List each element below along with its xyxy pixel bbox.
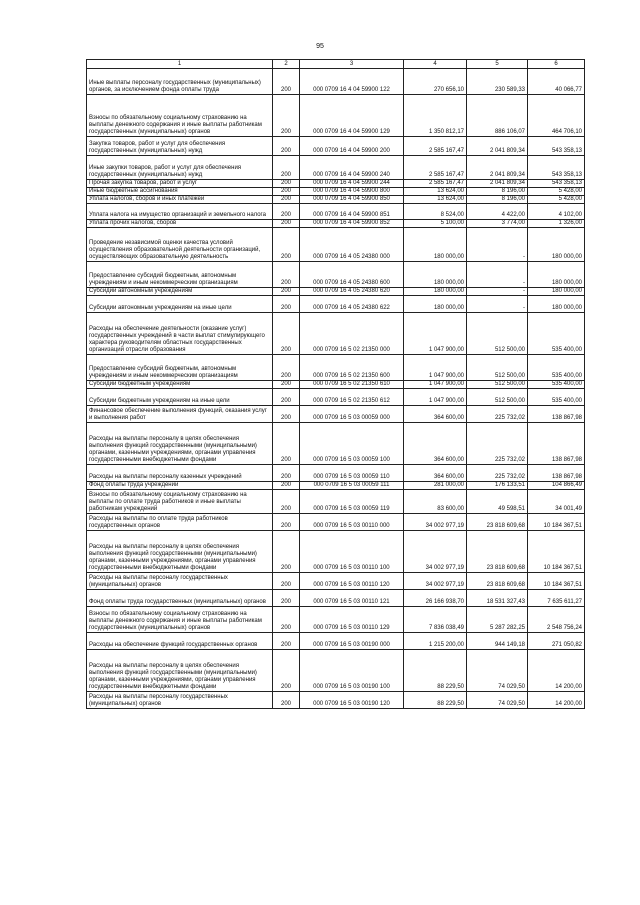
row-classification-code: 000 0709 16 4 04 59900 800 [300, 188, 404, 196]
row-description: Проведение независимой оценки качества условий осуществления образовательной деятельности организаций, осуществляющих образовательную деятельность [87, 228, 273, 262]
row-approved-amount: 180 000,00 [404, 296, 467, 313]
row-classification-code: 000 0709 16 4 04 59900 200 [300, 137, 404, 156]
row-approved-amount: 88 229,50 [404, 692, 467, 709]
row-classification-code: 000 0709 16 5 03 00190 100 [300, 650, 404, 692]
row-line-code: 200 [273, 607, 300, 633]
table-row [87, 490, 585, 514]
row-unexecuted-amount: 180 000,00 [528, 262, 585, 288]
row-unexecuted-amount: 535 400,00 [528, 381, 585, 389]
column-header: 4 [404, 60, 467, 69]
column-header: 1 [87, 60, 273, 69]
row-approved-amount: 34 002 977,19 [404, 573, 467, 590]
row-executed-amount: 8 196,00 [467, 188, 528, 196]
table-row [87, 228, 585, 262]
row-description: Расходы на выплаты персоналу государственных (муниципальных) органов [87, 692, 273, 709]
row-executed-amount: 886 106,07 [467, 95, 528, 137]
table-row [87, 650, 585, 692]
row-line-code: 200 [273, 465, 300, 482]
row-unexecuted-amount: 180 000,00 [528, 296, 585, 313]
row-executed-amount: 49 598,51 [467, 490, 528, 514]
table-row [87, 262, 585, 288]
table-row [87, 95, 585, 137]
row-line-code: 200 [273, 482, 300, 490]
row-unexecuted-amount: 14 200,00 [528, 650, 585, 692]
row-executed-amount: - [467, 262, 528, 288]
column-header: 5 [467, 60, 528, 69]
row-line-code: 200 [273, 204, 300, 220]
row-executed-amount: 3 774,00 [467, 220, 528, 228]
row-unexecuted-amount: 271 050,82 [528, 633, 585, 650]
table-row [87, 423, 585, 465]
column-header: 2 [273, 60, 300, 69]
row-approved-amount: 26 166 938,70 [404, 590, 467, 607]
row-description: Предоставление субсидий бюджетным, автономным учреждениям и иным некоммерческим организациям [87, 262, 273, 288]
row-line-code: 200 [273, 590, 300, 607]
row-unexecuted-amount: 7 635 611,27 [528, 590, 585, 607]
row-classification-code: 000 0709 16 5 03 00059 000 [300, 406, 404, 423]
row-unexecuted-amount: 40 066,77 [528, 69, 585, 95]
row-unexecuted-amount: 104 866,49 [528, 482, 585, 490]
row-classification-code: 000 0709 16 5 03 00190 120 [300, 692, 404, 709]
row-classification-code: 000 0709 16 5 03 00110 100 [300, 531, 404, 573]
row-line-code: 200 [273, 514, 300, 531]
row-classification-code: 000 0709 16 5 03 00110 129 [300, 607, 404, 633]
row-approved-amount: 364 600,00 [404, 406, 467, 423]
row-description: Расходы на выплаты персоналу в целях обеспечения выполнения функций государственными (муниципальными) органами, казенными учреждениями, органами управления государственными внебюджетными фондами [87, 650, 273, 692]
row-description: Уплата налога на имущество организаций и земельного налога [87, 204, 273, 220]
row-line-code: 200 [273, 188, 300, 196]
table-row [87, 389, 585, 406]
row-classification-code: 000 0709 16 5 02 21350 600 [300, 355, 404, 381]
row-approved-amount: 1 047 900,00 [404, 389, 467, 406]
row-executed-amount: 225 732,02 [467, 423, 528, 465]
row-approved-amount: 180 000,00 [404, 288, 467, 296]
row-description: Субсидии бюджетным учреждениям на иные цели [87, 389, 273, 406]
row-classification-code: 000 0709 16 5 03 00110 000 [300, 514, 404, 531]
table-row [87, 406, 585, 423]
row-classification-code: 000 0709 16 5 03 00059 111 [300, 482, 404, 490]
row-approved-amount: 34 002 977,19 [404, 531, 467, 573]
row-line-code: 200 [273, 423, 300, 465]
table-body [87, 60, 585, 709]
row-approved-amount: 8 524,00 [404, 204, 467, 220]
row-line-code: 200 [273, 262, 300, 288]
row-approved-amount: 180 000,00 [404, 262, 467, 288]
row-approved-amount: 83 600,00 [404, 490, 467, 514]
row-executed-amount: - [467, 296, 528, 313]
row-classification-code: 000 0709 16 5 03 00059 110 [300, 465, 404, 482]
row-line-code: 200 [273, 531, 300, 573]
row-description: Предоставление субсидий бюджетным, автономным учреждениям и иным некоммерческим организациям [87, 355, 273, 381]
row-line-code: 200 [273, 156, 300, 180]
row-classification-code: 000 0709 16 5 03 00110 121 [300, 590, 404, 607]
row-classification-code: 000 0709 16 4 04 59900 851 [300, 204, 404, 220]
row-unexecuted-amount: 138 867,98 [528, 406, 585, 423]
table-row [87, 188, 585, 196]
row-line-code: 200 [273, 69, 300, 95]
row-line-code: 200 [273, 573, 300, 590]
row-executed-amount: 512 500,00 [467, 389, 528, 406]
row-description: Иные бюджетные ассигнования [87, 188, 273, 196]
row-executed-amount: 944 149,18 [467, 633, 528, 650]
row-executed-amount: 176 133,51 [467, 482, 528, 490]
row-description: Расходы на выплаты персоналу в целях обеспечения выполнения функций государственными (муниципальными) органами, казенными учреждениями, органами управления государственными внебюджетными фондами [87, 531, 273, 573]
row-line-code: 200 [273, 313, 300, 355]
row-line-code: 200 [273, 490, 300, 514]
row-approved-amount: 34 002 977,19 [404, 514, 467, 531]
row-classification-code: 000 0709 16 4 04 59900 244 [300, 180, 404, 188]
row-description: Субсидии автономным учреждениям на иные цели [87, 296, 273, 313]
row-unexecuted-amount: 535 400,00 [528, 389, 585, 406]
row-classification-code: 000 0709 16 4 04 59900 240 [300, 156, 404, 180]
row-line-code: 200 [273, 355, 300, 381]
row-unexecuted-amount: 5 428,00 [528, 196, 585, 204]
row-approved-amount: 1 350 812,17 [404, 95, 467, 137]
row-classification-code: 000 0709 16 4 04 59900 852 [300, 220, 404, 228]
row-description: Расходы на обеспечение функций государственных органов [87, 633, 273, 650]
row-description: Расходы на выплаты персоналу в целях обеспечения выполнения функций государственными (муниципальными) органами, казенными учреждениями, органами управления государственными внебюджетными фондами [87, 423, 273, 465]
table-row [87, 355, 585, 381]
row-approved-amount: 7 836 038,49 [404, 607, 467, 633]
row-unexecuted-amount: 464 706,10 [528, 95, 585, 137]
table-row [87, 137, 585, 156]
row-executed-amount: 225 732,02 [467, 465, 528, 482]
table-row [87, 573, 585, 590]
row-description: Закупка товаров, работ и услуг для обеспечения государственных (муниципальных) нужд [87, 137, 273, 156]
row-description: Расходы на выплаты по оплате труда работников государственных органов [87, 514, 273, 531]
header-row [87, 60, 585, 69]
row-executed-amount: 2 041 809,34 [467, 180, 528, 188]
table-row [87, 633, 585, 650]
row-executed-amount: 18 531 327,43 [467, 590, 528, 607]
row-classification-code: 000 0709 16 4 04 59900 122 [300, 69, 404, 95]
table-row [87, 531, 585, 573]
row-classification-code: 000 0709 16 4 04 59900 129 [300, 95, 404, 137]
row-unexecuted-amount: 1 326,00 [528, 220, 585, 228]
row-line-code: 200 [273, 650, 300, 692]
row-executed-amount: 74 029,50 [467, 650, 528, 692]
row-description: Субсидии автономным учреждениям [87, 288, 273, 296]
row-classification-code: 000 0709 16 5 02 21350 610 [300, 381, 404, 389]
row-description: Взносы по обязательному социальному страхованию на выплаты денежного содержания и иные выплаты работникам государственных (муниципальных) органов [87, 607, 273, 633]
row-approved-amount: 281 000,00 [404, 482, 467, 490]
row-executed-amount: 23 818 609,68 [467, 531, 528, 573]
row-classification-code: 000 0709 16 5 03 00110 120 [300, 573, 404, 590]
row-approved-amount: 13 624,00 [404, 188, 467, 196]
table-row [87, 514, 585, 531]
row-approved-amount: 2 585 167,47 [404, 137, 467, 156]
row-unexecuted-amount: 543 358,13 [528, 137, 585, 156]
row-line-code: 200 [273, 228, 300, 262]
table-row [87, 288, 585, 296]
table-row [87, 607, 585, 633]
row-description: Уплата налогов, сборов и иных платежей [87, 196, 273, 204]
row-unexecuted-amount: 2 548 756,24 [528, 607, 585, 633]
budget-table [86, 59, 585, 709]
row-executed-amount: 4 422,00 [467, 204, 528, 220]
row-unexecuted-amount: 180 000,00 [528, 288, 585, 296]
row-executed-amount: 74 029,50 [467, 692, 528, 709]
row-line-code: 200 [273, 381, 300, 389]
row-unexecuted-amount: 180 000,00 [528, 228, 585, 262]
row-line-code: 200 [273, 296, 300, 313]
row-unexecuted-amount: 10 184 367,51 [528, 531, 585, 573]
table-row [87, 204, 585, 220]
row-executed-amount: 2 041 809,34 [467, 156, 528, 180]
row-approved-amount: 1 047 900,00 [404, 313, 467, 355]
row-unexecuted-amount: 34 001,49 [528, 490, 585, 514]
row-executed-amount: 512 500,00 [467, 313, 528, 355]
table-row [87, 296, 585, 313]
row-line-code: 200 [273, 406, 300, 423]
table-row [87, 381, 585, 389]
row-line-code: 200 [273, 220, 300, 228]
row-approved-amount: 5 100,00 [404, 220, 467, 228]
row-line-code: 200 [273, 137, 300, 156]
row-approved-amount: 180 000,00 [404, 228, 467, 262]
row-unexecuted-amount: 543 358,13 [528, 156, 585, 180]
row-approved-amount: 1 215 200,00 [404, 633, 467, 650]
row-unexecuted-amount: 535 400,00 [528, 355, 585, 381]
row-description: Расходы на обеспечение деятельности (оказание услуг) государственных учреждений в части выплат стимулирующего характера руководителям областных государственных организаций отрасли образования [87, 313, 273, 355]
row-description: Взносы по обязательному социальному страхованию на выплаты по оплате труда работников и иные выплаты работникам учреждений [87, 490, 273, 514]
table-row [87, 220, 585, 228]
row-unexecuted-amount: 138 867,98 [528, 465, 585, 482]
row-executed-amount: 230 589,33 [467, 69, 528, 95]
table-row [87, 156, 585, 180]
table-row [87, 465, 585, 482]
row-description: Иные закупки товаров, работ и услуг для обеспечения государственных (муниципальных) нужд [87, 156, 273, 180]
page-number: 95 [316, 43, 324, 50]
row-unexecuted-amount: 10 184 367,51 [528, 573, 585, 590]
row-line-code: 200 [273, 196, 300, 204]
row-description: Взносы по обязательному социальному страхованию на выплаты денежного содержания и иные выплаты работникам государственных (муниципальных) органов [87, 95, 273, 137]
table-row [87, 482, 585, 490]
row-executed-amount: 23 818 609,68 [467, 573, 528, 590]
row-description: Финансовое обеспечение выполнения функций, оказания услуг и выполнения работ [87, 406, 273, 423]
row-classification-code: 000 0709 16 5 03 00190 000 [300, 633, 404, 650]
row-unexecuted-amount: 543 358,13 [528, 180, 585, 188]
row-classification-code: 000 0709 16 5 02 21350 612 [300, 389, 404, 406]
row-line-code: 200 [273, 692, 300, 709]
row-executed-amount: 512 500,00 [467, 381, 528, 389]
row-description: Расходы на выплаты персоналу государственных (муниципальных) органов [87, 573, 273, 590]
row-approved-amount: 13 624,00 [404, 196, 467, 204]
row-executed-amount: 5 287 282,25 [467, 607, 528, 633]
row-executed-amount: - [467, 228, 528, 262]
row-executed-amount: 8 196,00 [467, 196, 528, 204]
table-row [87, 196, 585, 204]
row-line-code: 200 [273, 389, 300, 406]
row-line-code: 200 [273, 180, 300, 188]
row-approved-amount: 364 600,00 [404, 423, 467, 465]
table-row [87, 692, 585, 709]
row-classification-code: 000 0709 16 5 03 00059 119 [300, 490, 404, 514]
row-description: Субсидии бюджетным учреждениям [87, 381, 273, 389]
row-classification-code: 000 0709 16 4 05 24380 622 [300, 296, 404, 313]
row-unexecuted-amount: 5 428,00 [528, 188, 585, 196]
row-executed-amount: 23 818 609,68 [467, 514, 528, 531]
row-executed-amount: 512 500,00 [467, 355, 528, 381]
row-unexecuted-amount: 10 184 367,51 [528, 514, 585, 531]
row-description: Иные выплаты персоналу государственных (муниципальных) органов, за исключением фонда оплаты труда [87, 69, 273, 95]
column-header: 3 [300, 60, 404, 69]
table-row [87, 69, 585, 95]
table-row [87, 313, 585, 355]
row-classification-code: 000 0709 16 5 02 21350 000 [300, 313, 404, 355]
row-classification-code: 000 0709 16 5 03 00059 100 [300, 423, 404, 465]
row-description: Расходы на выплаты персоналу казенных учреждений [87, 465, 273, 482]
column-header: 6 [528, 60, 585, 69]
row-approved-amount: 1 047 900,00 [404, 355, 467, 381]
row-approved-amount: 2 585 167,47 [404, 180, 467, 188]
row-description: Уплата прочих налогов, сборов [87, 220, 273, 228]
row-executed-amount: 2 041 809,34 [467, 137, 528, 156]
row-description: Прочая закупка товаров, работ и услуг [87, 180, 273, 188]
row-line-code: 200 [273, 633, 300, 650]
row-executed-amount: - [467, 288, 528, 296]
table-row [87, 590, 585, 607]
row-approved-amount: 364 600,00 [404, 465, 467, 482]
row-unexecuted-amount: 138 867,98 [528, 423, 585, 465]
table-row [87, 180, 585, 188]
row-line-code: 200 [273, 95, 300, 137]
row-classification-code: 000 0709 16 4 05 24380 620 [300, 288, 404, 296]
row-executed-amount: 225 732,02 [467, 406, 528, 423]
row-approved-amount: 2 585 167,47 [404, 156, 467, 180]
row-approved-amount: 270 656,10 [404, 69, 467, 95]
row-classification-code: 000 0709 16 4 04 59900 850 [300, 196, 404, 204]
row-classification-code: 000 0709 16 4 05 24380 600 [300, 262, 404, 288]
row-approved-amount: 88 229,50 [404, 650, 467, 692]
row-approved-amount: 1 047 900,00 [404, 381, 467, 389]
row-line-code: 200 [273, 288, 300, 296]
row-unexecuted-amount: 4 102,00 [528, 204, 585, 220]
row-classification-code: 000 0709 16 4 05 24380 000 [300, 228, 404, 262]
row-unexecuted-amount: 14 200,00 [528, 692, 585, 709]
row-unexecuted-amount: 535 400,00 [528, 313, 585, 355]
row-description: Фонд оплаты труда государственных (муниципальных) органов [87, 590, 273, 607]
row-description: Фонд оплаты труда учреждений [87, 482, 273, 490]
